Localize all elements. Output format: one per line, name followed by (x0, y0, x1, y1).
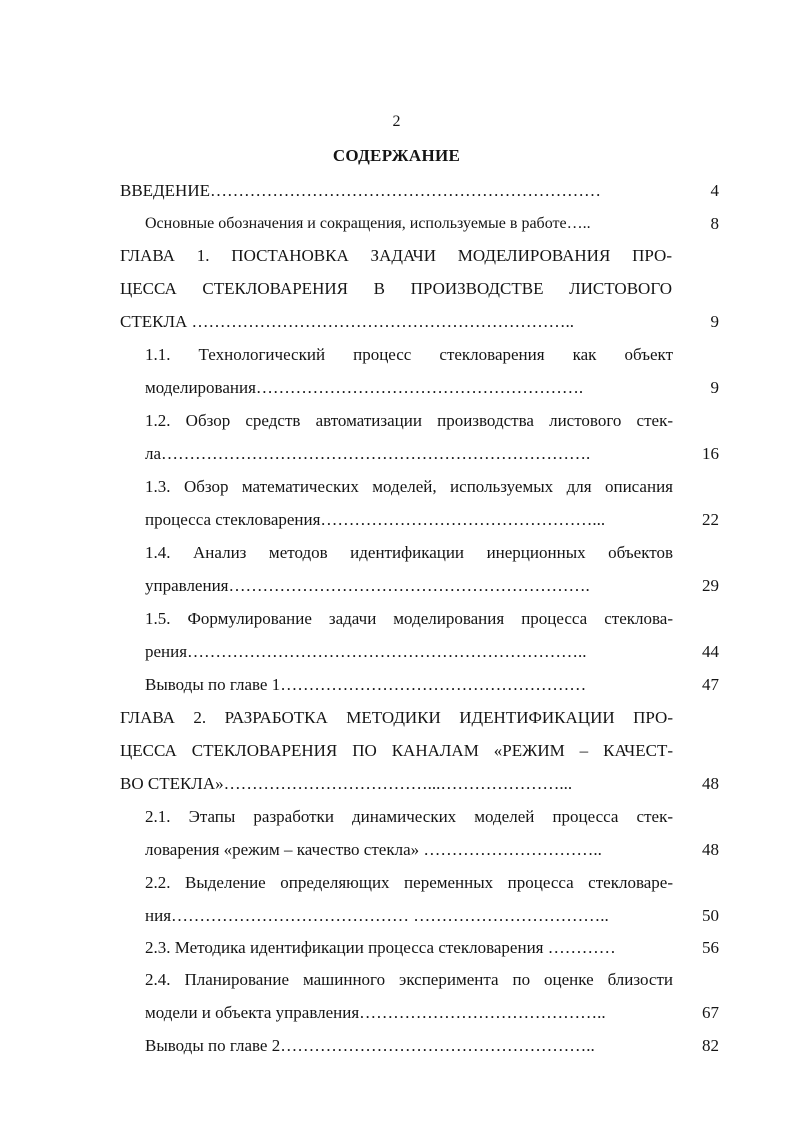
toc-entry-1-4-cont: управления………………………………………………………. (145, 576, 590, 595)
toc-page-number: 67 (702, 1003, 719, 1022)
toc-page-number: 56 (702, 938, 719, 957)
toc-page-number: 8 (710, 214, 719, 233)
toc-page-number: 16 (702, 444, 719, 463)
toc-entry-2-3: 2.3. Методика идентификации процесса стекловарения ………… (145, 938, 616, 957)
toc-entry-2-4-cont: модели и объекта управления…………………………………….. (145, 1003, 606, 1022)
page-number: 2 (392, 113, 401, 130)
toc-page-number: 82 (702, 1036, 719, 1055)
toc-entry-chapter-1-end: СТЕКЛА ………………………………………………………….. (120, 312, 575, 331)
toc-entry-conclusions-1: Выводы по главе 1……………………………………………… (145, 675, 587, 694)
toc-entry-1-2: 1.2. Обзор средств автоматизации производства листового стек- (145, 411, 673, 430)
toc-entry-1-3: 1.3. Обзор математических моделей, используемых для описания (145, 477, 673, 496)
toc-entry-1-2-cont: ла…………………………………………………………………. (145, 444, 591, 463)
toc-entry-conclusions-2: Выводы по главе 2……………………………………………….. (145, 1036, 595, 1055)
toc-page-number: 4 (710, 181, 719, 200)
toc-entry-chapter-2-end: ВО СТЕКЛА»………………………………...…………………... (120, 774, 573, 793)
toc-entry-chapter-2: ГЛАВА 2. РАЗРАБОТКА МЕТОДИКИ ИДЕНТИФИКАЦИИ ПРО- (120, 708, 673, 727)
toc-page-number: 22 (702, 510, 719, 529)
toc-entry-2-1: 2.1. Этапы разработки динамических моделей процесса стек- (145, 807, 673, 826)
toc-entry-1-3-cont: процесса стекловарения…………………………………………... (145, 510, 606, 529)
toc-entry-1-5-cont: рения…………………………………………………………….. (145, 642, 587, 661)
toc-entry-1-5: 1.5. Формулирование задачи моделирования процесса стеклова- (145, 609, 673, 628)
toc-entry-chapter-1-cont: ЦЕССА СТЕКЛОВАРЕНИЯ В ПРОИЗВОДСТВЕ ЛИСТОВОГО (120, 279, 672, 298)
toc-entry-chapter-2-cont: ЦЕССА СТЕКЛОВАРЕНИЯ ПО КАНАЛАМ «РЕЖИМ – КАЧЕСТ- (120, 741, 673, 760)
toc-entry-1-1-cont: моделирования…………………………………………………. (145, 378, 584, 397)
toc-entry-1-1: 1.1. Технологический процесс стекловарения как объект (145, 345, 673, 364)
page-title: СОДЕРЖАНИЕ (332, 146, 461, 165)
toc-page-number: 9 (710, 312, 719, 331)
toc-page-number: 50 (702, 906, 719, 925)
toc-entry-chapter-1: ГЛАВА 1. ПОСТАНОВКА ЗАДАЧИ МОДЕЛИРОВАНИЯ ПРО- (120, 246, 672, 265)
toc-entry-abbreviations: Основные обозначения и сокращения, используемые в работе….. (145, 215, 591, 232)
toc-entry-2-4: 2.4. Планирование машинного эксперимента по оценке близости (145, 970, 673, 989)
toc-page-number: 47 (702, 675, 719, 694)
toc-page-number: 9 (710, 378, 719, 397)
toc-entry-1-4: 1.4. Анализ методов идентификации инерционных объектов (145, 543, 673, 562)
toc-entry-2-2: 2.2. Выделение определяющих переменных процесса стекловаре- (145, 873, 673, 892)
toc-page-number: 29 (702, 576, 719, 595)
toc-entry-introduction: ВВЕДЕНИЕ…………………………………………………………… (120, 181, 601, 200)
toc-page-number: 44 (702, 642, 719, 661)
toc-entry-2-1-cont: ловарения «режим – качество стекла» ………………………….. (145, 840, 602, 859)
toc-page-number: 48 (702, 774, 719, 793)
toc-page-number: 48 (702, 840, 719, 859)
toc-entry-2-2-cont: ния…………………………………… …………………………….. (145, 906, 609, 925)
